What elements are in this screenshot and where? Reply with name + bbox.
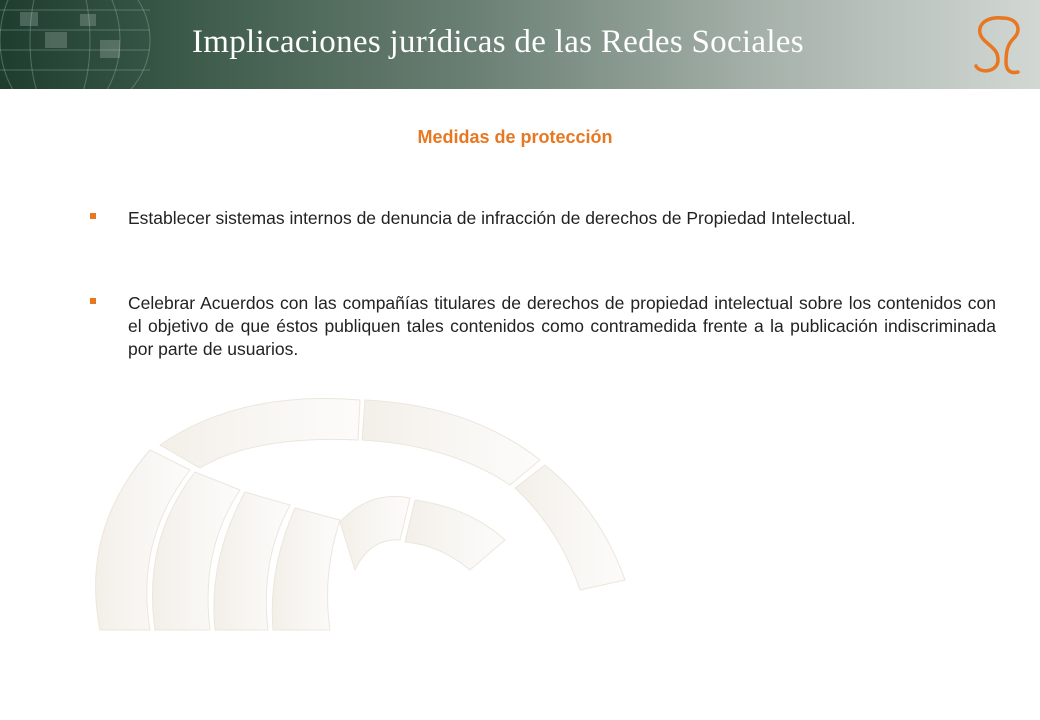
globe-decoration bbox=[0, 0, 180, 89]
list-item bbox=[88, 292, 996, 361]
bullet-list bbox=[88, 207, 996, 361]
square-bullet-icon bbox=[90, 298, 96, 304]
list-item bbox=[88, 207, 996, 230]
square-bullet-icon bbox=[90, 213, 96, 219]
logo-icon bbox=[962, 10, 1032, 80]
header-banner bbox=[0, 0, 1040, 89]
list-item-text: Celebrar Acuerdos con las compañías titulares de derechos de propiedad intelectual sobre los contenidos con el objetivo de que éstos publiquen tales contenidos como contramedida frente a la publicación indiscriminada por parte de usuarios. bbox=[128, 293, 996, 359]
globe-watermark bbox=[40, 380, 680, 642]
page-title: Implicaciones jurídicas de las Redes Sociales bbox=[192, 24, 804, 60]
section-heading: Medidas de protección bbox=[417, 127, 613, 147]
list-item-text: Establecer sistemas internos de denuncia de infracción de derechos de Propiedad Intelectual. bbox=[128, 208, 856, 228]
